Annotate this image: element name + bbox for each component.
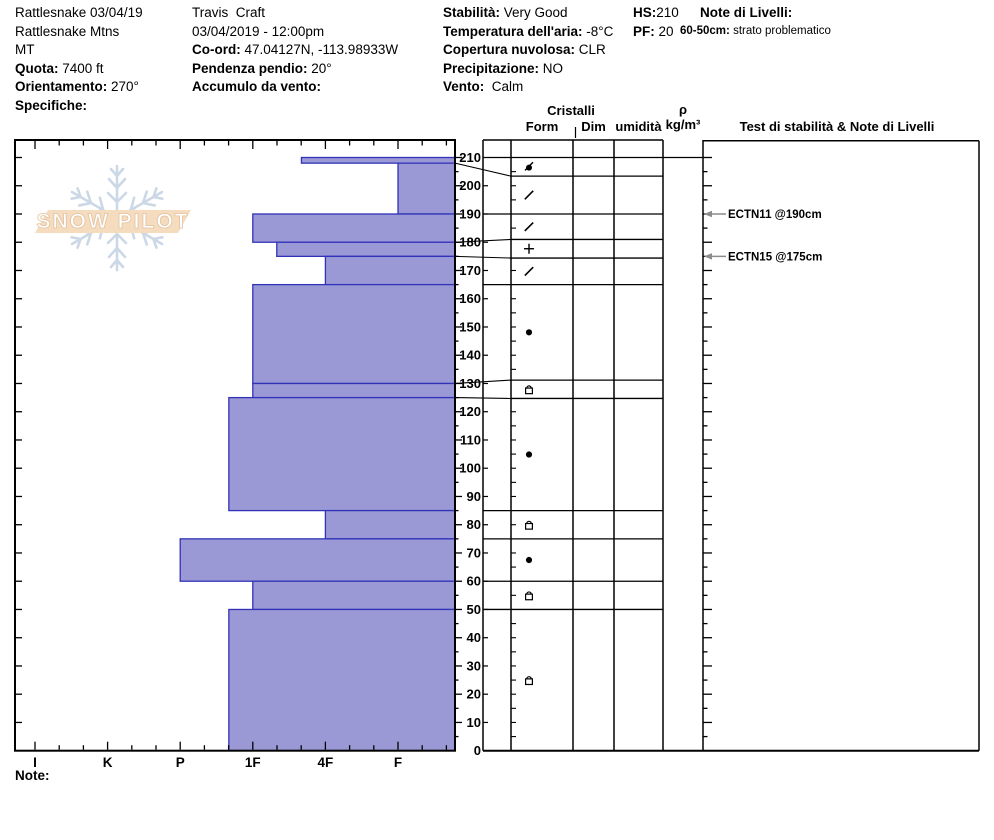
depth-tick-label: 130	[459, 375, 481, 391]
header-field-label: HS:	[633, 5, 657, 20]
hardness-tick-label: K	[102, 755, 113, 770]
depth-tick-label: 50	[466, 601, 481, 617]
layer-bar-10	[253, 581, 455, 609]
header-field-label: Specifiche:	[15, 98, 88, 113]
column-header-dim: Dim	[581, 119, 606, 134]
depth-tick-label: 90	[466, 488, 481, 504]
header-field-value: MT	[15, 42, 35, 58]
stability-tests	[704, 209, 822, 263]
snowpilot-logo	[35, 166, 191, 270]
depth-tick-label: 150	[459, 319, 481, 335]
column-header-form: Form	[525, 119, 559, 134]
header-field	[633, 6, 679, 20]
depth-tick-label: 200	[459, 178, 481, 194]
header-field	[443, 62, 563, 76]
header-field	[15, 6, 143, 20]
hardness-tick-label: 4F	[317, 755, 334, 770]
header-field-value: 03/04/2019 - 12:00pm	[192, 23, 325, 39]
depth-tick-label: 40	[466, 630, 481, 646]
layer-bar-5	[253, 285, 455, 384]
depth-tick-label: 20	[466, 686, 481, 702]
header-field	[443, 6, 568, 20]
header-field	[680, 25, 831, 37]
header-field-value: Rattlesnake 03/04/19	[15, 5, 143, 20]
hardness-tick-label: I	[33, 755, 37, 770]
header-field	[15, 80, 139, 94]
header-field-label: Temperatura dell'aria:	[443, 23, 583, 39]
grain-symbol-FC	[526, 521, 533, 529]
header-field-label: Vento:	[443, 79, 485, 95]
header-field	[700, 6, 792, 20]
header-field-label: Note di Livelli:	[700, 5, 793, 20]
test-annotation	[704, 209, 822, 221]
layer-bar-7	[229, 398, 455, 511]
depth-tick-label: 120	[459, 404, 481, 420]
header-field	[633, 25, 674, 39]
header-field	[15, 62, 104, 76]
header-field-value: CLR	[575, 42, 606, 58]
depth-tick-label: 70	[466, 545, 481, 561]
header-field	[192, 25, 324, 39]
grain-symbol-DF	[525, 223, 533, 231]
header-field-value: Rattlesnake Mtns	[15, 23, 120, 39]
header-field	[443, 43, 606, 57]
depth-tick-label: 110	[460, 432, 481, 448]
depth-tick-label: 0	[473, 743, 481, 759]
hardness-tick-label: P	[175, 755, 185, 770]
header-field-label: Accumulo da vento:	[192, 79, 322, 95]
header-field-value: 210	[656, 5, 679, 20]
layer-bar-6	[253, 383, 455, 397]
test-label: ECTN15 @175cm	[728, 251, 823, 264]
header-field-label: Quota:	[15, 60, 59, 76]
left-arrow-icon	[704, 253, 712, 259]
grain-symbol-RG	[526, 329, 532, 335]
header-field-label: Copertura nuvolosa:	[443, 42, 576, 58]
hardness-tick-label: F	[393, 755, 403, 770]
grain-symbol-RG	[526, 557, 532, 563]
header-field	[192, 43, 398, 57]
depth-tick-label: 170	[459, 262, 481, 278]
depth-tick-label: 100	[459, 460, 481, 476]
header-field-label: Orientamento:	[15, 79, 108, 95]
grain-symbol-DF	[525, 267, 533, 275]
layer-bar-8	[325, 511, 455, 539]
grain-symbol-FC	[526, 677, 533, 685]
test-label: ECTN11 @190cm	[728, 208, 822, 221]
depth-tick-label: 80	[466, 517, 481, 533]
depth-tick-label: 140	[459, 347, 481, 363]
header-field-value: -8°C	[582, 23, 614, 39]
grain-symbol-PP	[524, 244, 534, 254]
layer-bar-0	[301, 158, 455, 164]
header-field-value: 270°	[107, 79, 139, 95]
depth-tick-label: 210	[459, 150, 481, 165]
layer-bar-1	[398, 163, 455, 214]
header-field-label: PF:	[633, 23, 655, 39]
column-header-humidity: umidità	[615, 119, 662, 134]
header-field-value: 7400 ft	[58, 60, 104, 76]
header-field-label: Stabilità:	[443, 5, 501, 20]
depth-tick-label: 10	[466, 714, 481, 730]
depth-tick-label: 190	[459, 206, 481, 222]
grain-symbols	[524, 162, 534, 684]
header-field-value: 20°	[307, 60, 332, 76]
header-field	[15, 25, 119, 39]
hardness-axis-labels	[33, 755, 402, 770]
depth-tick-label: 180	[459, 234, 481, 250]
depth-tick-label: 160	[459, 291, 481, 307]
header-field	[443, 80, 523, 94]
hardness-bars	[180, 158, 455, 751]
header-field-label: Precipitazione:	[443, 60, 540, 76]
depth-tick-label: 60	[466, 573, 481, 589]
header-field-value: Calm	[484, 79, 524, 95]
grain-symbol-RG	[526, 451, 532, 457]
grain-symbol-FC	[526, 592, 533, 600]
test-annotation	[704, 251, 822, 263]
header-field	[192, 6, 265, 20]
header-field	[15, 43, 35, 57]
note-label: Note:	[15, 768, 50, 783]
hardness-tick-label: 1F	[244, 755, 261, 770]
header-field	[15, 99, 87, 113]
header-field-label: Co-ord:	[192, 42, 241, 58]
header-field	[192, 62, 332, 76]
header-field-value: Very Good	[500, 5, 568, 20]
header-field	[192, 80, 321, 94]
layer-bar-9	[180, 539, 455, 581]
layer-bar-2	[253, 214, 455, 242]
grain-symbol-DF	[525, 191, 533, 199]
grain-symbol-FC	[526, 386, 533, 394]
column-header-cristalli: Cristalli	[547, 103, 595, 118]
header-field-value: Travis Craft	[192, 5, 266, 20]
column-header-density-unit: kg/m³	[665, 117, 701, 132]
logo-text: SNOW PILOT	[36, 210, 190, 233]
depth-tick-label: 30	[466, 658, 481, 674]
layer-bar-11	[229, 609, 455, 750]
left-arrow-icon	[704, 211, 712, 217]
header-field-value: 47.04127N, -113.98933W	[240, 42, 399, 58]
header-field-value: NO	[539, 60, 564, 76]
layer-bar-3	[277, 242, 455, 256]
column-header-tests: Test di stabilità & Note di Livelli	[739, 119, 935, 134]
header-field-value: strato problematico	[729, 24, 831, 37]
layer-bar-4	[325, 256, 455, 284]
column-header-density-symbol: ρ	[678, 102, 688, 117]
header-field-label: Pendenza pendio:	[192, 60, 308, 76]
grain-symbol-RG-DF	[525, 162, 533, 170]
header-field-value: 20	[654, 23, 674, 39]
header-field	[443, 25, 613, 39]
header-field-label: 60-50cm:	[680, 24, 730, 37]
